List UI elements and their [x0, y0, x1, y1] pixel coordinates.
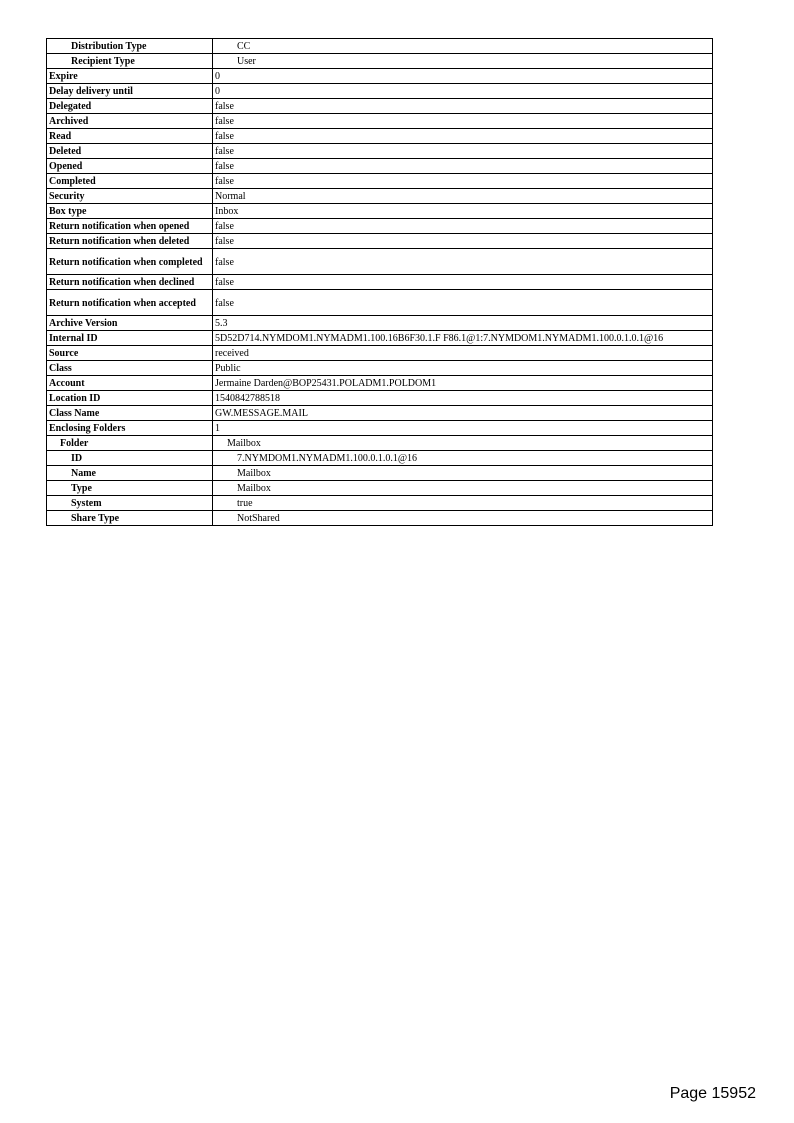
- property-label: Return notification when declined: [47, 275, 213, 290]
- property-label: System: [47, 496, 213, 511]
- table-row: [47, 249, 713, 275]
- table-row: [47, 391, 713, 406]
- table-row: [47, 159, 713, 174]
- property-label: Return notification when deleted: [47, 234, 213, 249]
- property-label: Folder: [47, 436, 213, 451]
- property-label: Opened: [47, 159, 213, 174]
- property-value: Public: [213, 361, 713, 376]
- table-row: [47, 234, 713, 249]
- property-value: true: [213, 496, 713, 511]
- property-value: false: [213, 99, 713, 114]
- property-label: Expire: [47, 69, 213, 84]
- property-label: Box type: [47, 204, 213, 219]
- table-row: [47, 219, 713, 234]
- table-row: [47, 129, 713, 144]
- table-row: [47, 316, 713, 331]
- property-value: false: [213, 219, 713, 234]
- property-label: Account: [47, 376, 213, 391]
- table-row: [47, 114, 713, 129]
- property-label: Delay delivery until: [47, 84, 213, 99]
- table-row: [47, 466, 713, 481]
- property-value: User: [213, 54, 713, 69]
- property-value: Mailbox: [213, 481, 713, 496]
- table-row: [47, 496, 713, 511]
- property-label: Enclosing Folders: [47, 421, 213, 436]
- property-label: Class: [47, 361, 213, 376]
- table-row: [47, 54, 713, 69]
- table-row: [47, 99, 713, 114]
- property-label: Return notification when completed: [47, 249, 213, 275]
- property-value: false: [213, 144, 713, 159]
- property-label: Security: [47, 189, 213, 204]
- property-value: 1: [213, 421, 713, 436]
- property-label: Delegated: [47, 99, 213, 114]
- property-value: false: [213, 275, 713, 290]
- table-row: [47, 275, 713, 290]
- table-row: [47, 189, 713, 204]
- property-value: false: [213, 290, 713, 316]
- table-row: [47, 361, 713, 376]
- property-value: false: [213, 114, 713, 129]
- property-label: Archive Version: [47, 316, 213, 331]
- table-row: [47, 204, 713, 219]
- table-row: [47, 174, 713, 189]
- property-label: Class Name: [47, 406, 213, 421]
- table-row: [47, 376, 713, 391]
- property-value: false: [213, 174, 713, 189]
- property-value: 7.NYMDOM1.NYMADM1.100.0.1.0.1@16: [213, 451, 713, 466]
- property-label: Return notification when accepted: [47, 290, 213, 316]
- table-row: [47, 481, 713, 496]
- property-value: NotShared: [213, 511, 713, 526]
- table-row: [47, 84, 713, 99]
- table-row: [47, 436, 713, 451]
- property-label: Recipient Type: [47, 54, 213, 69]
- property-label: Internal ID: [47, 331, 213, 346]
- property-value: 0: [213, 69, 713, 84]
- page-number: Page 15952: [669, 1085, 756, 1102]
- property-value: CC: [213, 39, 713, 54]
- table-row: [47, 39, 713, 54]
- property-value: Inbox: [213, 204, 713, 219]
- table-row: [47, 69, 713, 84]
- property-value: 5D52D714.NYMDOM1.NYMADM1.100.16B6F30.1.F F86.1@1:7.NYMDOM1.NYMADM1.100.0.1.0.1@16: [213, 331, 713, 346]
- property-value: 1540842788518: [213, 391, 713, 406]
- property-value: received: [213, 346, 713, 361]
- property-label: Source: [47, 346, 213, 361]
- message-properties-table: [46, 38, 713, 526]
- property-label: ID: [47, 451, 213, 466]
- property-label: Type: [47, 481, 213, 496]
- table-row: [47, 511, 713, 526]
- property-value: false: [213, 234, 713, 249]
- table-row: [47, 144, 713, 159]
- property-label: Name: [47, 466, 213, 481]
- property-label: Share Type: [47, 511, 213, 526]
- table-row: [47, 346, 713, 361]
- property-value: GW.MESSAGE.MAIL: [213, 406, 713, 421]
- property-label: Archived: [47, 114, 213, 129]
- property-label: Deleted: [47, 144, 213, 159]
- property-label: Location ID: [47, 391, 213, 406]
- property-value: false: [213, 159, 713, 174]
- table-row: [47, 421, 713, 436]
- property-value: false: [213, 249, 713, 275]
- property-value: 5.3: [213, 316, 713, 331]
- property-value: Mailbox: [213, 466, 713, 481]
- property-value: Jermaine Darden@BOP25431.POLADM1.POLDOM1: [213, 376, 713, 391]
- property-label: Distribution Type: [47, 39, 213, 54]
- property-value: Normal: [213, 189, 713, 204]
- property-value: 0: [213, 84, 713, 99]
- property-value: Mailbox: [213, 436, 713, 451]
- property-value: false: [213, 129, 713, 144]
- property-label: Read: [47, 129, 213, 144]
- property-label: Completed: [47, 174, 213, 189]
- table-row: [47, 290, 713, 316]
- table-row: [47, 451, 713, 466]
- table-row: [47, 331, 713, 346]
- property-label: Return notification when opened: [47, 219, 213, 234]
- table-row: [47, 406, 713, 421]
